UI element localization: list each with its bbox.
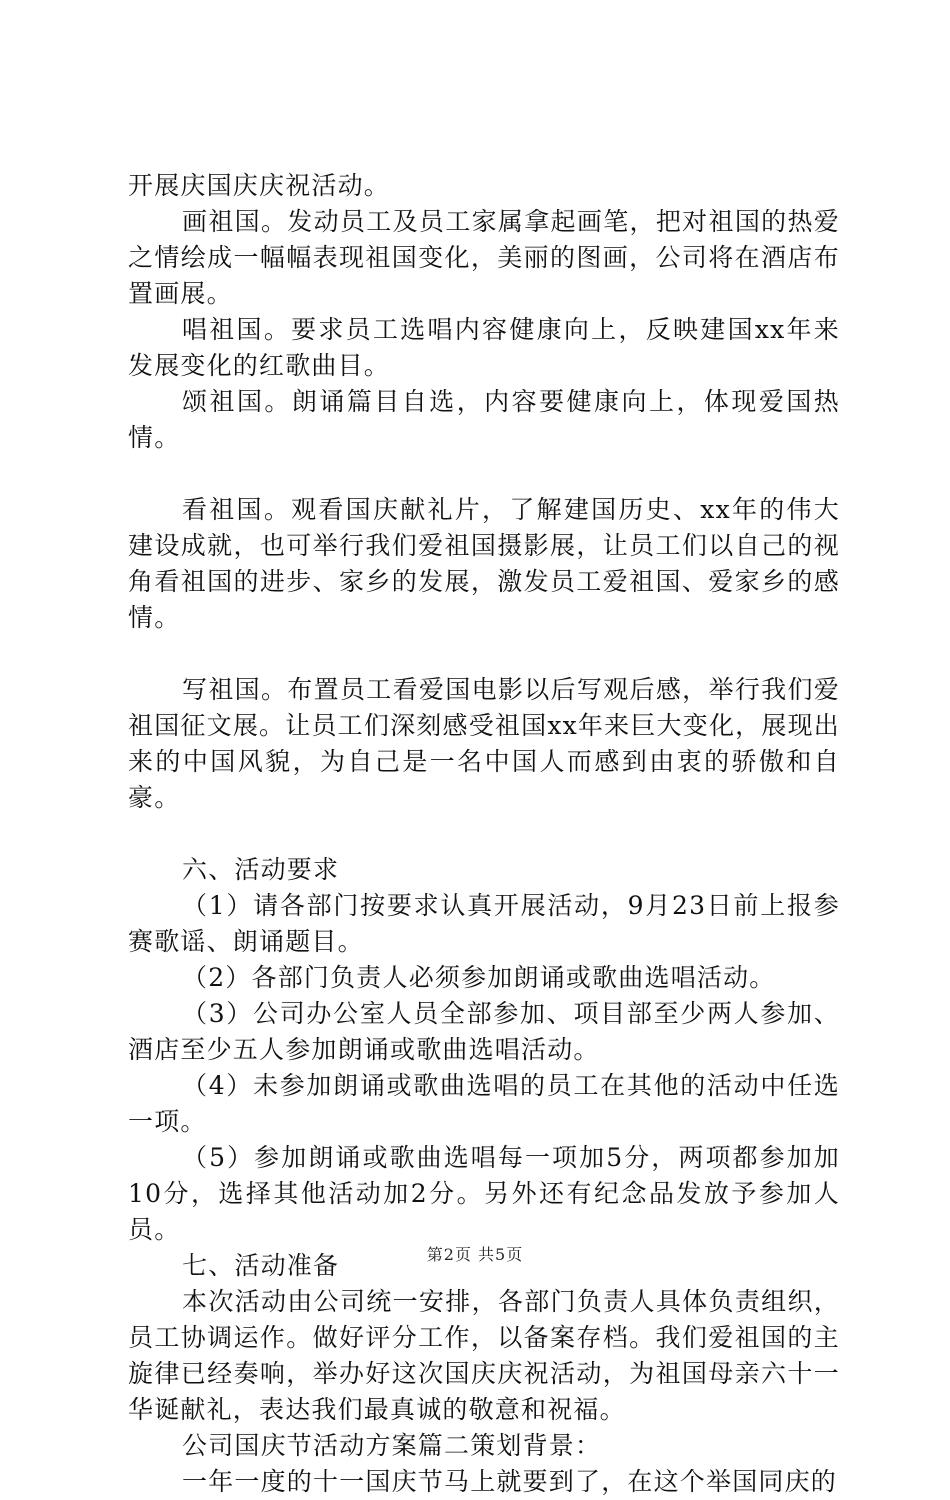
page-number-footer: 第2页 共5页 xyxy=(426,1245,524,1264)
requirement-item-3: （3）公司办公室人员全部参加、项目部至少两人参加、酒店至少五人参加朗诵或歌曲选唱活动。 xyxy=(128,999,840,1064)
paragraph-praise-motherland: 颂祖国。朗诵篇目自选，内容要健康向上，体现爱国热情。 xyxy=(128,387,840,452)
paragraph-intro-end: 开展庆国庆庆祝活动。 xyxy=(128,171,391,200)
paragraph-watch-motherland: 看祖国。观看国庆献礼片，了解建国历史、xx年的伟大建设成就，也可举行我们爱祖国摄影展，让员工们以自己的视角看祖国的进步、家乡的发展，激发员工爱祖国、爱家乡的感情。 xyxy=(128,495,840,632)
requirement-item-2: （2）各部门负责人必须参加朗诵或歌曲选唱活动。 xyxy=(182,963,776,992)
requirement-item-1: （1）请各部门按要求认真开展活动，9月23日前上报参赛歌谣、朗诵题目。 xyxy=(128,891,840,956)
paragraph-write-motherland: 写祖国。布置员工看爱国电影以后写观后感，举行我们爱祖国征文展。让员工们深刻感受祖国xx年来巨大变化，展现出来的中国风貌，为自己是一名中国人而感到由衷的骄傲和自豪。 xyxy=(128,675,840,812)
paragraph-draw-motherland: 画祖国。发动员工及员工家属拿起画笔，把对祖国的热爱之情绘成一幅幅表现祖国变化，美丽的图画，公司将在酒店布置画展。 xyxy=(128,207,840,308)
requirement-item-5: （5）参加朗诵或歌曲选唱每一项加5分，两项都参加加10分，选择其他活动加2分。另外还有纪念品发放予参加人员。 xyxy=(128,1143,840,1244)
section-heading-preparation: 七、活动准备 xyxy=(182,1251,340,1280)
paragraph-plan-two-heading: 公司国庆节活动方案篇二策划背景： xyxy=(182,1431,602,1460)
paragraph-preparation: 本次活动由公司统一安排，各部门负责人具体负责组织，员工协调运作。做好评分工作，以备案存档。我们爱祖国的主旋律已经奏响，举办好这次国庆庆祝活动，为祖国母亲六十一华诞献礼，表达我们最真诚的敬意和祝福。 xyxy=(128,1287,840,1424)
paragraph-sing-motherland: 唱祖国。要求员工选唱内容健康向上，反映建国xx年来发展变化的红歌曲目。 xyxy=(128,315,840,380)
paragraph-plan-two-start: 一年一度的十一国庆节马上就要到了，在这个举国同庆的 xyxy=(182,1467,838,1496)
document-body xyxy=(128,168,840,1500)
requirement-item-4: （4）未参加朗诵或歌曲选唱的员工在其他的活动中任选一项。 xyxy=(128,1071,840,1136)
section-heading-requirements: 六、活动要求 xyxy=(182,855,340,884)
